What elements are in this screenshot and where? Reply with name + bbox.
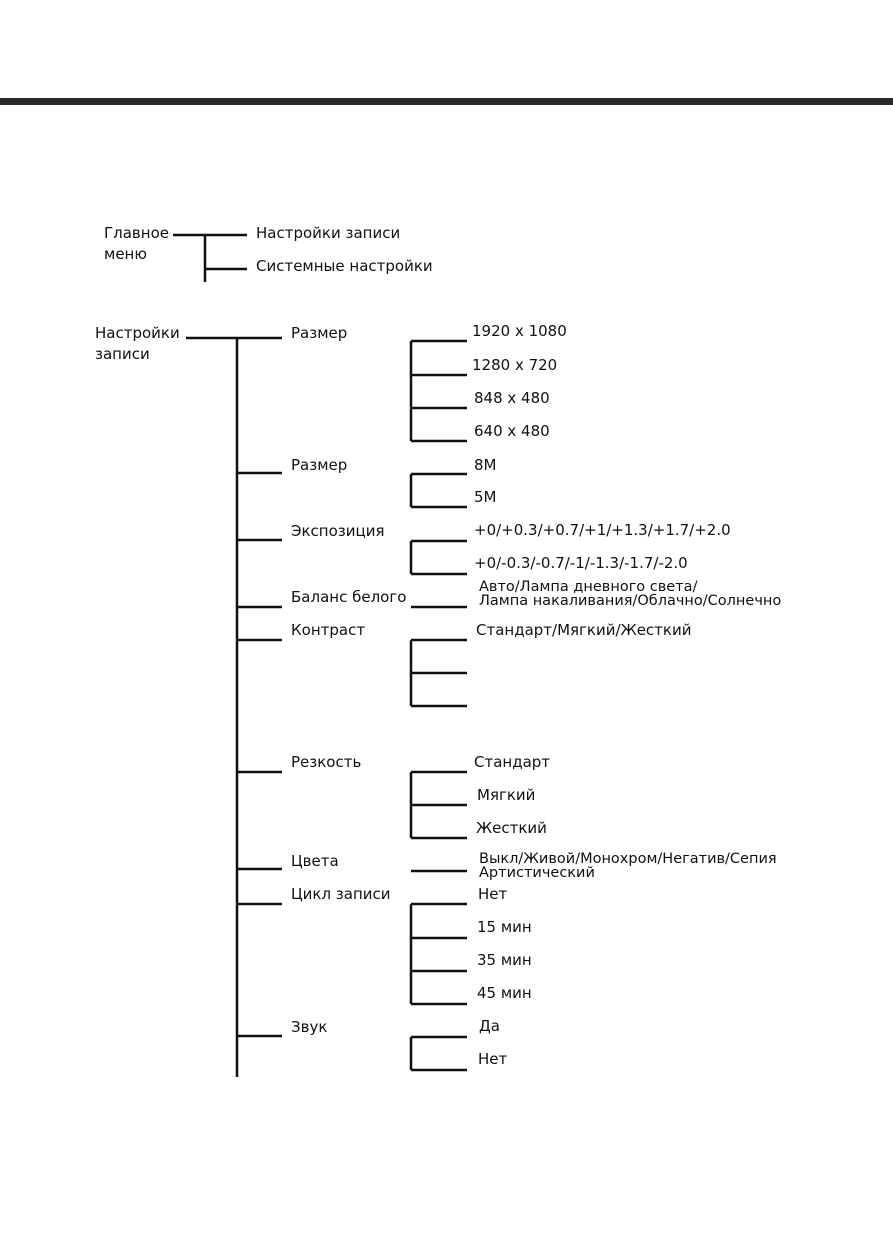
group-sharpness: Резкость — [291, 753, 362, 771]
option-loop-45: 45 мин — [477, 984, 532, 1002]
option-loop-15: 15 мин — [477, 918, 532, 936]
group-sound: Звук — [291, 1018, 328, 1036]
group-white-balance: Баланс белого — [291, 588, 407, 606]
record-settings-title-line2: записи — [95, 345, 150, 363]
main-menu-title-line2: меню — [104, 245, 147, 263]
option-sound-no: Нет — [478, 1050, 508, 1068]
group-loop-recording: Цикл записи — [291, 885, 391, 903]
option-1920x1080: 1920 x 1080 — [472, 322, 567, 340]
option-exposure-plus: +0/+0.3/+0.7/+1/+1.3/+1.7/+2.0 — [474, 521, 731, 539]
option-1280x720: 1280 x 720 — [472, 356, 558, 374]
option-sharpness-standard: Стандарт — [474, 753, 551, 771]
group-size-video: Размер — [291, 324, 348, 342]
main-menu-title-line1: Главное — [104, 224, 169, 242]
option-8m: 8M — [474, 456, 497, 474]
main-menu-item-system-settings: Системные настройки — [256, 257, 433, 275]
option-colors-line1: Выкл/Живой/Монохром/Негатив/Сепия — [479, 851, 777, 867]
group-colors: Цвета — [291, 852, 339, 870]
option-sharpness-hard: Жесткий — [476, 819, 547, 837]
option-640x480: 640 x 480 — [474, 422, 550, 440]
option-sharpness-soft: Мягкий — [477, 786, 536, 804]
option-colors-line2: Артистический — [479, 865, 595, 881]
option-white-balance-line2: Лампа накаливания/Облачно/Солнечно — [479, 593, 782, 609]
option-exposure-minus: +0/-0.3/-0.7/-1/-1.3/-1.7/-2.0 — [474, 554, 688, 572]
main-menu-item-record-settings: Настройки записи — [256, 224, 401, 242]
group-size-photo: Размер — [291, 456, 348, 474]
option-848x480: 848 x 480 — [474, 389, 550, 407]
option-loop-off: Нет — [478, 885, 508, 903]
option-5m: 5M — [474, 488, 497, 506]
option-contrast: Стандарт/Мягкий/Жесткий — [476, 621, 692, 639]
option-loop-35: 35 мин — [477, 951, 532, 969]
option-sound-yes: Да — [479, 1017, 500, 1035]
group-exposure: Экспозиция — [291, 522, 385, 540]
group-contrast: Контраст — [291, 621, 366, 639]
record-settings-title-line1: Настройки — [95, 324, 180, 342]
option-white-balance-line1: Авто/Лампа дневного света/ — [479, 579, 698, 595]
